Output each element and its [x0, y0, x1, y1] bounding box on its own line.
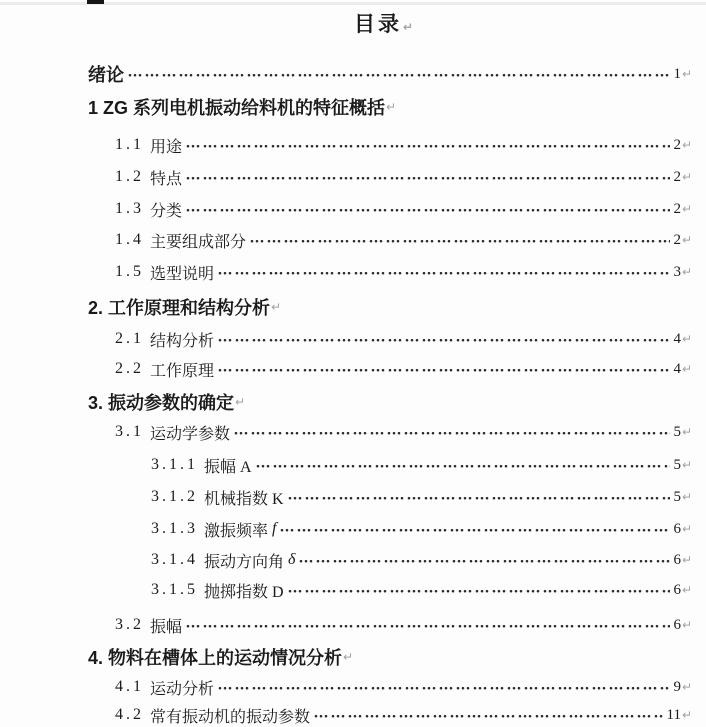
toc-entry-label: 特点 [150, 170, 183, 188]
toc-entry-label: 振幅 [150, 618, 183, 636]
toc-entry-page-number: 2 [673, 231, 681, 248]
toc-entry[interactable] [0, 517, 706, 541]
paragraph-mark-icon: ↵ [235, 395, 246, 409]
toc-entry[interactable] [0, 95, 706, 119]
toc-entry-number: 1.5 [115, 263, 144, 280]
toc-entry[interactable] [0, 327, 706, 351]
toc-entry-page-number: 1 [673, 65, 681, 82]
toc-entry-page-number: 6 [673, 581, 681, 598]
toc-entry-label: 结构分析 [150, 332, 215, 350]
dot-leader-icon [288, 578, 670, 602]
toc-entry[interactable] [0, 548, 706, 572]
toc-entry-label: 常有振动机的振动参数 [150, 708, 311, 726]
toc-entry-label: 激振频率 [204, 522, 269, 540]
toc-entry-label: 振幅 A [204, 458, 252, 476]
toc-entry[interactable] [0, 228, 706, 252]
toc-entry-label: 运动分析 [150, 680, 215, 698]
dot-leader-icon [234, 420, 670, 444]
toc-entry[interactable] [0, 165, 706, 189]
toc-entry[interactable] [0, 197, 706, 221]
paragraph-mark-icon: ↵ [682, 618, 693, 632]
toc-entry-number: 3.1.1 [151, 456, 198, 473]
toc-entry[interactable] [0, 485, 706, 509]
toc-entry-number: 2.2 [115, 360, 144, 377]
dot-leader-icon [128, 62, 670, 86]
dot-leader-icon [218, 675, 670, 699]
toc-entry-label: 2. 工作原理和结构分析 [88, 298, 271, 318]
toc-entry-number: 1.2 [115, 168, 144, 185]
paragraph-mark-icon: ↵ [682, 458, 693, 472]
toc-entry[interactable] [0, 295, 706, 319]
toc-entry-number: 3.1.5 [151, 581, 198, 598]
dot-leader-icon [186, 197, 670, 221]
toc-entry-label: 选型说明 [150, 265, 215, 283]
toc-entry-number: 3.1.2 [151, 488, 198, 505]
paragraph-mark-icon: ↵ [386, 100, 397, 114]
toc-entry-page-number: 6 [673, 520, 681, 537]
dot-leader-icon [218, 260, 670, 284]
toc-entry-label: 绪论 [88, 65, 124, 85]
paragraph-mark-icon: ↵ [682, 233, 693, 247]
toc-entry-label: 4. 物料在槽体上的运动情况分析 [88, 648, 343, 668]
dot-leader-icon [186, 133, 670, 157]
page-top-edge [0, 2, 706, 5]
toc-entry-page-number: 5 [673, 488, 681, 505]
toc-entry-label: 工作原理 [150, 362, 215, 380]
toc-entry[interactable] [0, 645, 706, 669]
dot-leader-icon [186, 165, 670, 189]
dot-leader-icon [314, 703, 664, 727]
toc-entry-label: 振动方向角 [204, 553, 285, 571]
page-title [88, 8, 682, 38]
toc-entry-number: 3.2 [115, 616, 144, 633]
dot-leader-icon [218, 327, 670, 351]
toc-entry[interactable] [0, 453, 706, 477]
paragraph-mark-icon: ↵ [682, 583, 693, 597]
toc-entry-number: 1.3 [115, 200, 144, 217]
toc-entry-label: 机械指数 K [204, 490, 284, 508]
paragraph-mark-icon: ↵ [682, 522, 693, 536]
toc-entry[interactable] [0, 578, 706, 602]
toc-entry-page-number: 6 [673, 616, 681, 633]
toc-entry-label: 分类 [150, 202, 183, 220]
toc-entry-page-number: 9 [673, 678, 681, 695]
toc-entry-number: 1.4 [115, 231, 144, 248]
toc-entry-label: 3. 振动参数的确定 [88, 393, 235, 413]
dot-leader-icon [299, 548, 670, 572]
toc-entry-number: 3.1 [115, 423, 144, 440]
toc-entry-number: 1.1 [115, 136, 144, 153]
toc-entry-label: 用途 [150, 138, 183, 156]
paragraph-mark-icon: ↵ [682, 138, 693, 152]
paragraph-mark-icon: ↵ [682, 67, 693, 81]
toc-entry-page-number: 4 [673, 330, 681, 347]
cutoff-text-mark [87, 0, 104, 4]
paragraph-mark-icon: ↵ [682, 425, 693, 439]
toc-entry[interactable] [0, 62, 706, 86]
toc-entry-math-symbol: δ [288, 551, 296, 568]
toc-entry-page-number: 11 [666, 706, 681, 723]
paragraph-mark-icon: ↵ [682, 202, 693, 216]
toc-entry[interactable] [0, 357, 706, 381]
toc-entry-page-number: 5 [673, 456, 681, 473]
toc-entry-label: 运动学参数 [150, 425, 231, 443]
toc-entry-page-number: 6 [673, 551, 681, 568]
toc-entry-page-number: 2 [673, 168, 681, 185]
toc-entry-number: 3.1.4 [151, 551, 198, 568]
dot-leader-icon [250, 228, 670, 252]
page-title-text: 目录 [353, 13, 402, 36]
paragraph-mark-icon: ↵ [682, 708, 693, 722]
paragraph-mark-icon: ↵ [682, 170, 693, 184]
paragraph-mark-icon: ↵ [402, 20, 417, 34]
toc-entry-math-symbol: f [272, 520, 277, 537]
toc-entry-number: 2.1 [115, 330, 144, 347]
toc-entry-page-number: 4 [673, 360, 681, 377]
toc-entry-page-number: 5 [673, 423, 681, 440]
toc-entry-label: 抛掷指数 D [204, 583, 284, 601]
paragraph-mark-icon: ↵ [682, 332, 693, 346]
toc-entry[interactable] [0, 703, 706, 727]
toc-entry-number: 3.1.3 [151, 520, 198, 537]
toc-entry-number: 4.1 [115, 678, 144, 695]
dot-leader-icon [186, 613, 670, 637]
paragraph-mark-icon: ↵ [343, 650, 354, 664]
toc-entry[interactable] [0, 260, 706, 284]
toc-entry[interactable] [0, 133, 706, 157]
paragraph-mark-icon: ↵ [682, 362, 693, 376]
toc-entry-page-number: 2 [673, 200, 681, 217]
paragraph-mark-icon: ↵ [682, 680, 693, 694]
paragraph-mark-icon: ↵ [682, 265, 693, 279]
paragraph-mark-icon: ↵ [271, 300, 282, 314]
paragraph-mark-icon: ↵ [682, 553, 693, 567]
toc-entry-label: 主要组成部分 [150, 233, 247, 251]
toc-entry[interactable] [0, 675, 706, 699]
toc-entry-label: 1 ZG 系列电机振动给料机的特征概括 [88, 98, 386, 118]
toc-entry-page-number: 2 [673, 136, 681, 153]
dot-leader-icon [288, 485, 670, 509]
dot-leader-icon [280, 517, 670, 541]
toc-entry[interactable] [0, 613, 706, 637]
paragraph-mark-icon: ↵ [682, 490, 693, 504]
toc-entry[interactable] [0, 420, 706, 444]
toc-entry-page-number: 3 [673, 263, 681, 280]
dot-leader-icon [256, 453, 670, 477]
toc-entry-number: 4.2 [115, 706, 144, 723]
toc-entry[interactable] [0, 390, 706, 414]
dot-leader-icon [218, 357, 670, 381]
